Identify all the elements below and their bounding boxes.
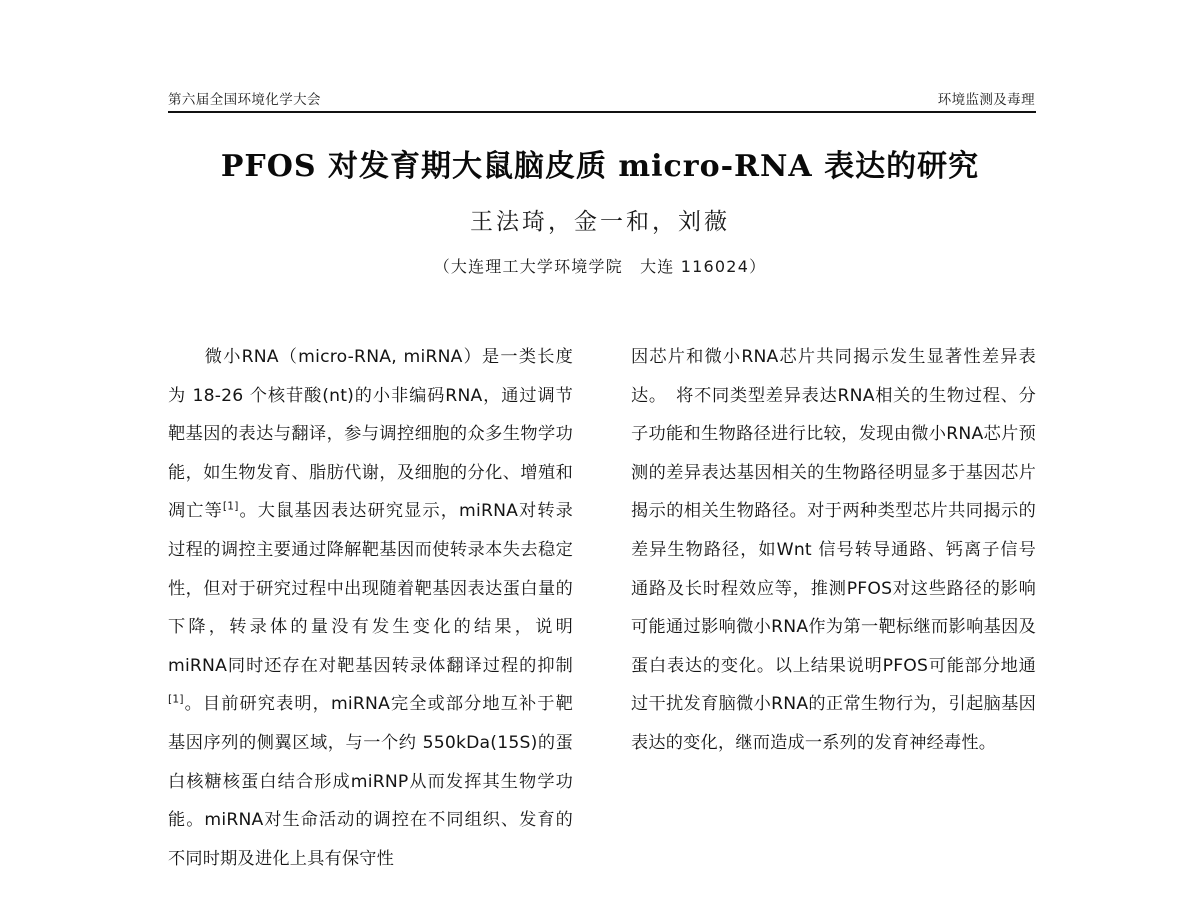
column-left <box>168 338 573 897</box>
header-rule-divider <box>168 111 1036 113</box>
right-column-paragraph: 因芯片和微小RNA芯片共同揭示发生显著性差异表达。 将不同类型差异表达RNA相关的生物过程、分子功能和生物路径进行比较，发现由微小RNA芯片预测的差异表达基因相关的生物路径明显多于基因芯片揭示的相关生物路径。对于两种类型芯片共同揭示的差异生物路径，如Wnt 信号转导通路、钙离子信号通路及长时程效应等，推测PFOS对这些路径的影响可能通过影响微小RNA作为第一靶标继而影响基因及蛋白表达的变化。以上结果说明PFOS可能部分地通过干扰发育脑微小RNA的正常生物行为，引起脑基因表达的变化，继而造成一系列的发育神经毒性。 <box>631 347 1036 753</box>
header-section-name: 环境监测及毒理 <box>937 91 1035 108</box>
running-header <box>168 80 1035 110</box>
left-column-text-part-2: 。大鼠基因表达研究显示，miRNA对转录过程的调控主要通过降解靶基因而使转录本失去稳定性，但对于研究过程中出现随着靶基因表达蛋白量的下降，转录体的量没有发生变化的结果，说明miRNA同时还存在对靶基因转录体翻译过程的抑制 <box>168 501 573 676</box>
author-list: 王法琦，金一和，刘薇 <box>470 208 730 235</box>
citation-ref-2: [1] <box>168 692 184 706</box>
column-right <box>631 338 1036 897</box>
affiliation-line: （大连理工大学环境学院 大连 116024） <box>433 257 767 277</box>
left-column-text-part-3: 。目前研究表明，miRNA完全或部分地互补于靶基因序列的侧翼区域，与一个约 550kDa(15S)的蛋白核糖核蛋白结合形成miRNP从而发挥其生物学功能。miRNA对生命活动的调控在不同组织、发育的不同时期及进化上具有保守性 <box>168 694 573 869</box>
left-column-paragraph <box>168 338 573 878</box>
title-block <box>100 148 1100 278</box>
header-conference-name: 第六届全国环境化学大会 <box>168 91 321 108</box>
citation-ref-1: [1] <box>222 499 239 513</box>
page-title: PFOS 对发育期大鼠脑皮质 micro-RNA 表达的研究 <box>220 149 980 184</box>
body-columns <box>168 338 1036 897</box>
left-column-text-part-1: 微小RNA（micro-RNA, miRNA）是一类长度为 18-26 个核苷酸(nt)的小非编码RNA，通过调节靶基因的表达与翻译，参与调控细胞的众多生物学功能，如生物发育、脂肪代谢，及细胞的分化、增殖和凋亡等 <box>168 347 573 522</box>
